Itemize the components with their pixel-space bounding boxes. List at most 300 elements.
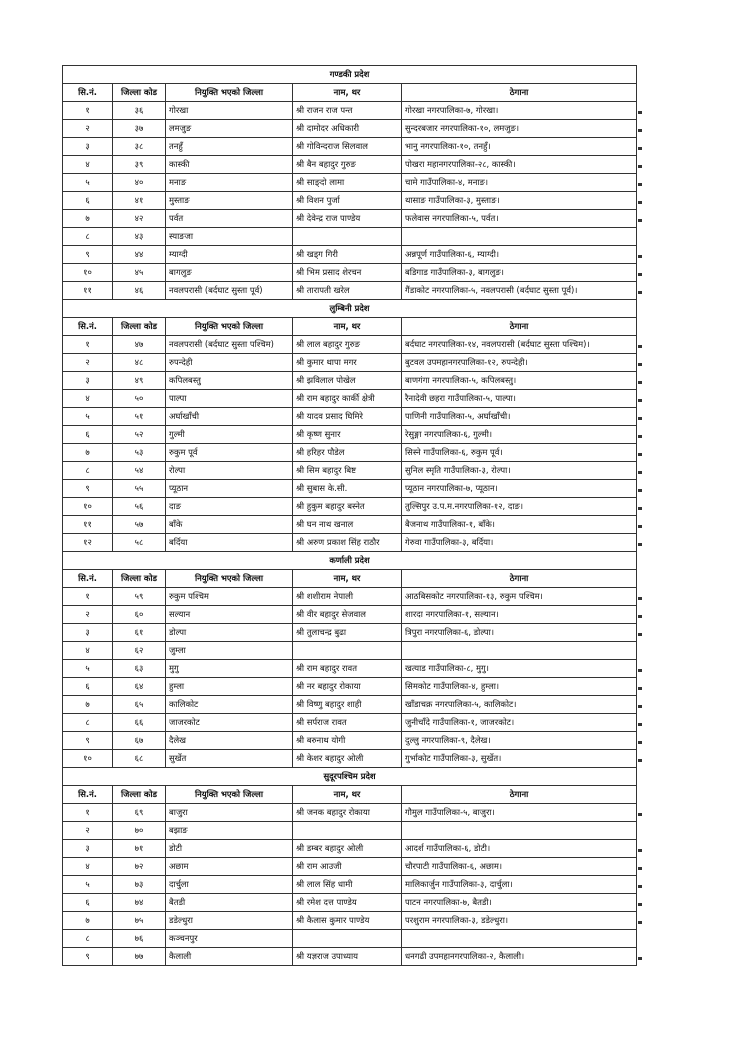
table-row <box>63 930 637 948</box>
name-cell: श्री कैलास कुमार पाण्डेय <box>293 912 402 930</box>
district-cell: गोरखा <box>166 102 293 120</box>
serial-number-cell: ३ <box>63 624 113 642</box>
margin-tick <box>638 759 642 762</box>
margin-tick <box>638 525 642 528</box>
appointment-table <box>62 65 637 966</box>
margin-tick <box>638 543 642 546</box>
table-row <box>63 948 637 966</box>
table-row <box>63 120 637 138</box>
name-cell: श्री साङ्दो लामा <box>293 174 402 192</box>
serial-number-cell: १२ <box>63 534 113 552</box>
column-header-district: नियुक्ति भएको जिल्ला <box>166 318 293 336</box>
table-row <box>63 192 637 210</box>
table-row <box>63 264 637 282</box>
address-cell: प्यूठान नगरपालिका-७, प्यूठान। <box>402 480 637 498</box>
table-row <box>63 732 637 750</box>
district-cell: दैलेख <box>166 732 293 750</box>
name-cell: श्री राजन राज पन्त <box>293 102 402 120</box>
column-header-address: ठेगाना <box>402 84 637 102</box>
name-cell <box>293 228 402 246</box>
serial-number-cell: ४ <box>63 156 113 174</box>
district-code-cell: ७१ <box>113 840 166 858</box>
margin-tick <box>638 201 642 204</box>
table-row <box>63 804 637 822</box>
table-row <box>63 822 637 840</box>
table-row <box>63 336 637 354</box>
serial-number-cell: ५ <box>63 408 113 426</box>
district-cell: मनाङ <box>166 174 293 192</box>
district-code-cell: ७५ <box>113 912 166 930</box>
district-cell: जाजरकोट <box>166 714 293 732</box>
district-code-cell: ७० <box>113 822 166 840</box>
address-cell: बैजनाथ गाउँपालिका-१, बाँके। <box>402 516 637 534</box>
district-code-cell: ५६ <box>113 498 166 516</box>
address-cell: फलेवास नगरपालिका-५, पर्वत। <box>402 210 637 228</box>
table-row <box>63 534 637 552</box>
margin-tick <box>638 255 642 258</box>
table-row <box>63 390 637 408</box>
name-cell: श्री कृष्ण सुनार <box>293 426 402 444</box>
address-cell: रेसुङ्गा नगरपालिका-६, गुल्मी। <box>402 426 637 444</box>
district-code-cell: ३८ <box>113 138 166 156</box>
name-cell: श्री जनक बहादुर रोकाया <box>293 804 402 822</box>
address-cell: शारदा नगरपालिका-१, सल्यान। <box>402 606 637 624</box>
district-code-cell: ७४ <box>113 894 166 912</box>
district-cell: कपिलबस्तु <box>166 372 293 390</box>
name-cell: श्री रमेश दत्त पाण्डेय <box>293 894 402 912</box>
column-header-sn: सि.नं. <box>63 570 113 588</box>
table-row <box>63 678 637 696</box>
table-row <box>63 912 637 930</box>
district-code-cell: ६८ <box>113 750 166 768</box>
margin-tick <box>638 453 642 456</box>
address-cell: गुर्भाकोट गाउँपालिका-३, सुर्खेत। <box>402 750 637 768</box>
district-code-cell: ७७ <box>113 948 166 966</box>
district-code-cell: ४५ <box>113 264 166 282</box>
district-cell: सल्यान <box>166 606 293 624</box>
margin-tick <box>638 633 642 636</box>
name-cell: श्री खड्ग गिरी <box>293 246 402 264</box>
address-cell: पाणिनी गाउँपालिका-५, अर्घाखाँची। <box>402 408 637 426</box>
district-cell: रुकुम पूर्व <box>166 444 293 462</box>
address-cell: जुनीचाँदे गाउँपालिका-१, जाजरकोट। <box>402 714 637 732</box>
name-cell: श्री हुकुम बहादुर बस्नेत <box>293 498 402 516</box>
district-code-cell: ६० <box>113 606 166 624</box>
district-cell: अर्घाखाँची <box>166 408 293 426</box>
district-cell: रोल्पा <box>166 462 293 480</box>
column-header-district: नियुक्ति भएको जिल्ला <box>166 570 293 588</box>
name-cell: श्री यज्ञराज उपाध्याय <box>293 948 402 966</box>
margin-tick <box>638 147 642 150</box>
serial-number-cell: १ <box>63 102 113 120</box>
district-code-cell: ४१ <box>113 192 166 210</box>
margin-tick <box>638 687 642 690</box>
address-cell: भानु नगरपालिका-१०, तनहुँ। <box>402 138 637 156</box>
margin-tick <box>638 129 642 132</box>
section-title-row <box>63 552 637 570</box>
section-title-row <box>63 300 637 318</box>
table-row <box>63 660 637 678</box>
column-header-name: नाम, थर <box>293 318 402 336</box>
column-header-row <box>63 318 637 336</box>
serial-number-cell: ४ <box>63 642 113 660</box>
margin-tick <box>638 471 642 474</box>
column-header-sn: सि.नं. <box>63 786 113 804</box>
margin-tick <box>638 813 642 816</box>
serial-number-cell: ८ <box>63 714 113 732</box>
serial-number-cell: ६ <box>63 192 113 210</box>
district-code-cell: ४२ <box>113 210 166 228</box>
name-cell: श्री दामोदर अधिकारी <box>293 120 402 138</box>
district-code-cell: ५७ <box>113 516 166 534</box>
margin-tick <box>638 921 642 924</box>
district-cell: नवलपरासी (बर्दघाट सुस्ता पूर्व) <box>166 282 293 300</box>
address-cell: पोखरा महानगरपालिका-२८, कास्की। <box>402 156 637 174</box>
district-cell: कञ्चनपुर <box>166 930 293 948</box>
district-cell: बर्दिया <box>166 534 293 552</box>
serial-number-cell: ७ <box>63 912 113 930</box>
column-header-district: नियुक्ति भएको जिल्ला <box>166 786 293 804</box>
serial-number-cell: ९ <box>63 246 113 264</box>
name-cell: श्री बैन बहादुर गुरुङ <box>293 156 402 174</box>
serial-number-cell: ९ <box>63 732 113 750</box>
address-cell: चामे गाउँपालिका-४, मनाङ। <box>402 174 637 192</box>
table-row <box>63 750 637 768</box>
margin-tick <box>638 291 642 294</box>
address-cell: सुनिल स्मृति गाउँपालिका-३, रोल्पा। <box>402 462 637 480</box>
serial-number-cell: ८ <box>63 930 113 948</box>
table-row <box>63 138 637 156</box>
column-header-district: नियुक्ति भएको जिल्ला <box>166 84 293 102</box>
district-code-cell: ४९ <box>113 372 166 390</box>
name-cell: श्री तारापती खरेल <box>293 282 402 300</box>
district-code-cell: ४० <box>113 174 166 192</box>
district-code-cell: ६५ <box>113 696 166 714</box>
section-title: गण्डकी प्रदेश <box>63 66 637 84</box>
district-code-cell: ५१ <box>113 408 166 426</box>
margin-tick <box>638 399 642 402</box>
district-code-cell: ३६ <box>113 102 166 120</box>
district-cell: दार्चुला <box>166 876 293 894</box>
margin-tick <box>638 849 642 852</box>
address-cell: आदर्श गाउँपालिका-६, डोटी। <box>402 840 637 858</box>
address-cell: गौमुल गाउँपालिका-५, बाजुरा। <box>402 804 637 822</box>
name-cell: श्री तुलाचन्द्र बुढा <box>293 624 402 642</box>
table-row <box>63 498 637 516</box>
name-cell: श्री राम बहादुर कार्की क्षेत्री <box>293 390 402 408</box>
district-code-cell: ७६ <box>113 930 166 948</box>
address-cell: सुन्दरबजार नगरपालिका-१०, लमजुङ। <box>402 120 637 138</box>
address-cell <box>402 822 637 840</box>
margin-tick <box>638 885 642 888</box>
table-row <box>63 894 637 912</box>
district-cell: सुर्खेत <box>166 750 293 768</box>
district-cell: डडेल्धुरा <box>166 912 293 930</box>
name-cell: श्री देवेन्द्र राज पाण्डेय <box>293 210 402 228</box>
district-code-cell: ७२ <box>113 858 166 876</box>
district-code-cell: ७३ <box>113 876 166 894</box>
table-row <box>63 174 637 192</box>
district-cell: दाङ <box>166 498 293 516</box>
district-cell: कालिकोट <box>166 696 293 714</box>
name-cell: श्री अरुण प्रकाश सिंह राठौर <box>293 534 402 552</box>
district-code-cell: ३९ <box>113 156 166 174</box>
district-cell: बाँके <box>166 516 293 534</box>
column-header-address: ठेगाना <box>402 786 637 804</box>
address-cell: अन्नपूर्ण गाउँपालिका-६, म्याग्दी। <box>402 246 637 264</box>
address-cell: चौरपाटी गाउँपालिका-६, अछाम। <box>402 858 637 876</box>
margin-tick <box>638 363 642 366</box>
table-row <box>63 354 637 372</box>
serial-number-cell: ५ <box>63 174 113 192</box>
column-header-name: नाम, थर <box>293 786 402 804</box>
table-row <box>63 228 637 246</box>
serial-number-cell: ९ <box>63 480 113 498</box>
margin-tick <box>638 507 642 510</box>
margin-tick <box>638 723 642 726</box>
name-cell: श्री लाल सिंह धामी <box>293 876 402 894</box>
section-title: कर्णाली प्रदेश <box>63 552 637 570</box>
name-cell: श्री भिम प्रसाद शेरचन <box>293 264 402 282</box>
table-row <box>63 444 637 462</box>
column-header-row <box>63 570 637 588</box>
district-code-cell: ५३ <box>113 444 166 462</box>
district-cell: तनहुँ <box>166 138 293 156</box>
address-cell: गेरुवा गाउँपालिका-३, बर्दिया। <box>402 534 637 552</box>
name-cell: श्री केशर बहादुर ओली <box>293 750 402 768</box>
name-cell: श्री सिम बहादुर बिष्ट <box>293 462 402 480</box>
serial-number-cell: १ <box>63 336 113 354</box>
table-row <box>63 606 637 624</box>
name-cell: श्री विशन पुर्जा <box>293 192 402 210</box>
district-cell: अछाम <box>166 858 293 876</box>
district-cell: म्याग्दी <box>166 246 293 264</box>
district-code-cell: ५५ <box>113 480 166 498</box>
address-cell: आठबिसकोट नगरपालिका-१३, रुकुम पश्चिम। <box>402 588 637 606</box>
name-cell: श्री घन नाथ खनाल <box>293 516 402 534</box>
serial-number-cell: १ <box>63 588 113 606</box>
name-cell: श्री राम आउजी <box>293 858 402 876</box>
margin-tick <box>638 381 642 384</box>
district-cell: प्यूठान <box>166 480 293 498</box>
address-cell: बुटवल उपमहानगरपालिका-१२, रुपन्देही। <box>402 354 637 372</box>
district-cell: हुम्ला <box>166 678 293 696</box>
table-row <box>63 282 637 300</box>
district-cell: बैतडी <box>166 894 293 912</box>
serial-number-cell: ३ <box>63 840 113 858</box>
table-row <box>63 714 637 732</box>
serial-number-cell: २ <box>63 822 113 840</box>
name-cell: श्री सर्पराज रावत <box>293 714 402 732</box>
table-row <box>63 462 637 480</box>
serial-number-cell: ७ <box>63 444 113 462</box>
address-cell: बाणगंगा नगरपालिका-५, कपिलबस्तु। <box>402 372 637 390</box>
district-code-cell: ३७ <box>113 120 166 138</box>
district-code-cell: ५२ <box>113 426 166 444</box>
district-cell: स्याङजा <box>166 228 293 246</box>
serial-number-cell: ११ <box>63 282 113 300</box>
address-cell: मालिकार्जुन गाउँपालिका-३, दार्चुला। <box>402 876 637 894</box>
serial-number-cell: ४ <box>63 390 113 408</box>
margin-tick <box>638 417 642 420</box>
district-code-cell: ६६ <box>113 714 166 732</box>
address-cell <box>402 228 637 246</box>
serial-number-cell: ७ <box>63 696 113 714</box>
table-row <box>63 696 637 714</box>
address-cell: गैंडाकोट नगरपालिका-५, नवलपरासी (बर्दघाट सुस्ता पूर्व)। <box>402 282 637 300</box>
serial-number-cell: ११ <box>63 516 113 534</box>
table-row <box>63 246 637 264</box>
serial-number-cell: १ <box>63 804 113 822</box>
address-cell: परशुराम नगरपालिका-३, डडेल्धुरा। <box>402 912 637 930</box>
table-row <box>63 516 637 534</box>
column-header-code: जिल्ला कोड <box>113 84 166 102</box>
serial-number-cell: २ <box>63 354 113 372</box>
margin-tick <box>638 273 642 276</box>
district-code-cell: ५० <box>113 390 166 408</box>
district-cell: पाल्पा <box>166 390 293 408</box>
address-cell: खाँडाचक्र नगरपालिका-५, कालिकोट। <box>402 696 637 714</box>
section-title: लुम्बिनी प्रदेश <box>63 300 637 318</box>
address-cell: रैनादेवी छहरा गाउँपालिका-५, पाल्पा। <box>402 390 637 408</box>
district-cell: मुगु <box>166 660 293 678</box>
address-cell: धनगढी उपमहानगरपालिका-२, कैलाली। <box>402 948 637 966</box>
district-code-cell: ५४ <box>113 462 166 480</box>
section-title-row <box>63 66 637 84</box>
table-row <box>63 624 637 642</box>
column-header-row <box>63 786 637 804</box>
serial-number-cell: ४ <box>63 858 113 876</box>
table-row <box>63 858 637 876</box>
table-row <box>63 480 637 498</box>
serial-number-cell: २ <box>63 120 113 138</box>
name-cell: श्री गोविन्दराज सिलवाल <box>293 138 402 156</box>
margin-tick <box>638 615 642 618</box>
district-cell: नवलपरासी (बर्दघाट सुस्ता पश्चिम) <box>166 336 293 354</box>
name-cell <box>293 822 402 840</box>
column-header-sn: सि.नं. <box>63 84 113 102</box>
table-row <box>63 102 637 120</box>
table-row <box>63 156 637 174</box>
address-cell: गोरखा नगरपालिका-७, गोरखा। <box>402 102 637 120</box>
table-row <box>63 210 637 228</box>
margin-tick <box>638 705 642 708</box>
district-cell: बागलुङ <box>166 264 293 282</box>
column-header-name: नाम, थर <box>293 570 402 588</box>
margin-tick <box>638 183 642 186</box>
margin-tick <box>638 597 642 600</box>
name-cell: श्री यादव प्रसाद घिमिरे <box>293 408 402 426</box>
name-cell: श्री कुमार थापा मगर <box>293 354 402 372</box>
serial-number-cell: ६ <box>63 894 113 912</box>
district-cell: लमजुङ <box>166 120 293 138</box>
table-row <box>63 588 637 606</box>
margin-tick <box>638 219 642 222</box>
margin-tick <box>638 165 642 168</box>
appointment-document <box>62 65 636 966</box>
district-code-cell: ६७ <box>113 732 166 750</box>
serial-number-cell: १० <box>63 498 113 516</box>
name-cell: श्री विष्णु बहादुर शाही <box>293 696 402 714</box>
table-row <box>63 372 637 390</box>
column-header-name: नाम, थर <box>293 84 402 102</box>
district-cell: गुल्मी <box>166 426 293 444</box>
district-code-cell: ६१ <box>113 624 166 642</box>
district-cell: मुस्ताङ <box>166 192 293 210</box>
address-cell: पाटन नगरपालिका-७, बैतडी। <box>402 894 637 912</box>
serial-number-cell: ३ <box>63 372 113 390</box>
name-cell: श्री वीर बहादुर सेजवाल <box>293 606 402 624</box>
margin-tick <box>638 957 642 960</box>
serial-number-cell: ८ <box>63 228 113 246</box>
serial-number-cell: ७ <box>63 210 113 228</box>
column-header-address: ठेगाना <box>402 570 637 588</box>
serial-number-cell: १० <box>63 750 113 768</box>
district-cell: पर्वत <box>166 210 293 228</box>
margin-tick <box>638 111 642 114</box>
serial-number-cell: ३ <box>63 138 113 156</box>
margin-tick <box>638 489 642 492</box>
serial-number-cell: ६ <box>63 678 113 696</box>
margin-tick <box>638 345 642 348</box>
address-cell: सिस्ने गाउँपालिका-६, रुकुम पूर्व। <box>402 444 637 462</box>
margin-tick <box>638 435 642 438</box>
name-cell <box>293 642 402 660</box>
column-header-code: जिल्ला कोड <box>113 570 166 588</box>
district-cell: कास्की <box>166 156 293 174</box>
district-code-cell: ४७ <box>113 336 166 354</box>
name-cell <box>293 930 402 948</box>
column-header-code: जिल्ला कोड <box>113 786 166 804</box>
serial-number-cell: २ <box>63 606 113 624</box>
address-cell: सिमकोट गाउँपालिका-४, हुम्ला। <box>402 678 637 696</box>
district-cell: बाजुरा <box>166 804 293 822</box>
table-row <box>63 408 637 426</box>
district-code-cell: ५८ <box>113 534 166 552</box>
serial-number-cell: ८ <box>63 462 113 480</box>
name-cell: श्री झविलाल पोखेल <box>293 372 402 390</box>
address-cell <box>402 930 637 948</box>
name-cell: श्री सुबास के.सी. <box>293 480 402 498</box>
address-cell: तुल्सिपुर उ.प.म.नगरपालिका-१२, दाङ। <box>402 498 637 516</box>
district-code-cell: ४८ <box>113 354 166 372</box>
section-title-row <box>63 768 637 786</box>
district-cell: डोल्पा <box>166 624 293 642</box>
column-header-row <box>63 84 637 102</box>
column-header-code: जिल्ला कोड <box>113 318 166 336</box>
table-row <box>63 426 637 444</box>
margin-tick <box>638 867 642 870</box>
district-code-cell: ६९ <box>113 804 166 822</box>
table-row <box>63 642 637 660</box>
table-row <box>63 876 637 894</box>
serial-number-cell: ५ <box>63 660 113 678</box>
district-cell: रुकुम पश्चिम <box>166 588 293 606</box>
name-cell: श्री नर बहादुर रोकाया <box>293 678 402 696</box>
column-header-address: ठेगाना <box>402 318 637 336</box>
serial-number-cell: ६ <box>63 426 113 444</box>
margin-tick <box>638 741 642 744</box>
address-cell: थासाङ गाउँपालिका-३, मुस्ताङ। <box>402 192 637 210</box>
name-cell: श्री बरुनाथ योगी <box>293 732 402 750</box>
margin-tick <box>638 903 642 906</box>
district-cell: कैलाली <box>166 948 293 966</box>
district-code-cell: ४३ <box>113 228 166 246</box>
name-cell: श्री लाल बहादुर गुरुङ <box>293 336 402 354</box>
district-cell: डोटी <box>166 840 293 858</box>
serial-number-cell: ५ <box>63 876 113 894</box>
section-title: सुदूरपश्चिम प्रदेश <box>63 768 637 786</box>
